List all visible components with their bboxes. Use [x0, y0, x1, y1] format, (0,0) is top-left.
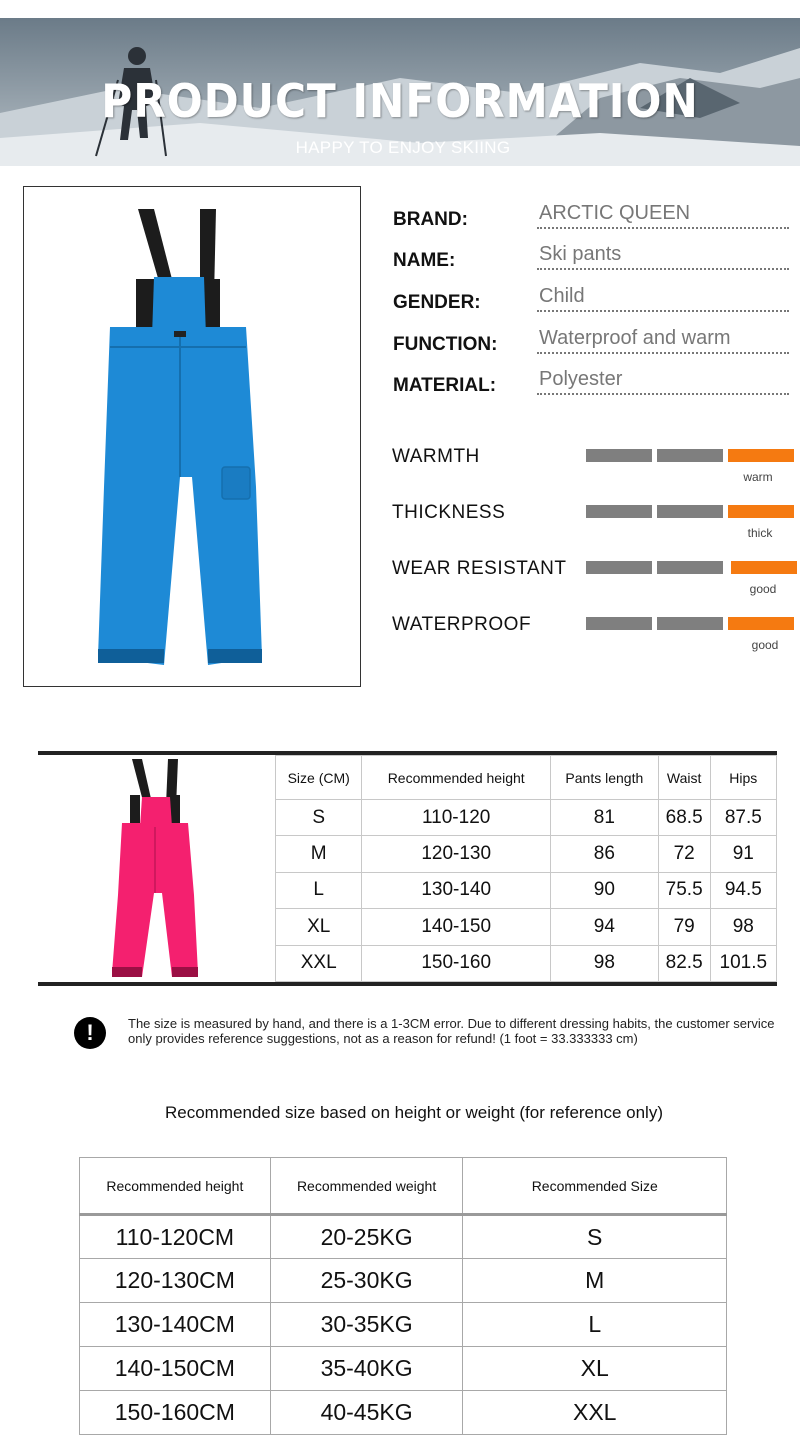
rating-segment-active	[728, 505, 794, 518]
table-row	[276, 945, 777, 981]
rating-caption: good	[749, 582, 777, 596]
rating-waterproof	[392, 614, 800, 664]
dotted-divider	[537, 227, 789, 229]
rating-segment	[657, 617, 723, 630]
size-grid	[275, 755, 777, 982]
cell-hips: 94.5	[710, 872, 776, 908]
header-size: Size (CM)	[276, 756, 362, 800]
table-row	[80, 1215, 727, 1259]
table-row	[80, 1303, 727, 1347]
rating-segment	[586, 505, 652, 518]
cell-weight: 40-45KG	[270, 1391, 463, 1435]
spec-function	[393, 326, 793, 356]
spec-gender	[393, 284, 793, 314]
cell-height: 140-150	[362, 909, 551, 945]
cell-hips: 101.5	[710, 945, 776, 981]
dotted-divider	[537, 310, 789, 312]
dotted-divider	[537, 268, 789, 270]
spec-label: NAME:	[393, 250, 456, 271]
cell-height: 150-160CM	[80, 1391, 271, 1435]
cell-size: XL	[276, 909, 362, 945]
spec-brand	[393, 201, 793, 231]
spec-label: GENDER:	[393, 292, 481, 313]
banner	[0, 18, 800, 166]
cell-height: 120-130CM	[80, 1259, 271, 1303]
cell-weight: 35-40KG	[270, 1347, 463, 1391]
measurement-note: The size is measured by hand, and there is a 1-3CM error. Due to different dressing habits, the customer service only provides reference suggestions, not as a reason for refund! (1 foot = 33.333333 cm)	[128, 1016, 775, 1046]
rating-segment	[586, 617, 652, 630]
cell-height: 110-120	[362, 800, 551, 836]
rating-segment-active	[728, 617, 794, 630]
header-hips: Hips	[710, 756, 776, 800]
cell-size: M	[463, 1259, 727, 1303]
rating-caption: good	[751, 638, 779, 652]
cell-height: 130-140	[362, 872, 551, 908]
rating-caption: thick	[747, 526, 773, 540]
cell-size: M	[276, 836, 362, 872]
cell-waist: 79	[658, 909, 710, 945]
rating-thickness	[392, 502, 800, 552]
rating-label: WEAR RESISTANT	[392, 558, 567, 579]
cell-hips: 87.5	[710, 800, 776, 836]
blue-ski-pants-image	[24, 187, 362, 688]
cell-size: L	[463, 1303, 727, 1347]
cell-height: 120-130	[362, 836, 551, 872]
header-recommended-weight: Recommended weight	[270, 1158, 463, 1215]
cell-height: 150-160	[362, 945, 551, 981]
spec-value: ARCTIC QUEEN	[539, 202, 691, 224]
cell-waist: 72	[658, 836, 710, 872]
rating-warmth	[392, 446, 800, 496]
rating-label: THICKNESS	[392, 502, 506, 523]
cell-size: S	[276, 800, 362, 836]
cell-hips: 98	[710, 909, 776, 945]
rating-segment	[586, 449, 652, 462]
rating-segment	[657, 561, 723, 574]
rating-caption: warm	[743, 470, 773, 484]
table-row	[80, 1347, 727, 1391]
table-row	[276, 909, 777, 945]
rating-segment	[657, 449, 723, 462]
spec-value: Child	[539, 285, 585, 307]
cell-weight: 20-25KG	[270, 1215, 463, 1259]
spec-value: Ski pants	[539, 243, 622, 265]
rating-segment	[657, 505, 723, 518]
recommendation-table	[79, 1157, 727, 1435]
pink-ski-pants-image	[38, 755, 275, 982]
cell-waist: 82.5	[658, 945, 710, 981]
spec-value: Waterproof and warm	[539, 327, 731, 349]
table-row	[276, 872, 777, 908]
spec-value: Polyester	[539, 368, 623, 390]
table-row	[276, 800, 777, 836]
cell-length: 94	[550, 909, 658, 945]
table-row	[276, 836, 777, 872]
cell-hips: 91	[710, 836, 776, 872]
header-recommended-height: Recommended height	[80, 1158, 271, 1215]
recommendation-header-row	[80, 1158, 727, 1215]
cell-height: 130-140CM	[80, 1303, 271, 1347]
rating-label: WATERPROOF	[392, 614, 532, 635]
cell-length: 86	[550, 836, 658, 872]
cell-size: XXL	[276, 945, 362, 981]
dotted-divider	[537, 393, 789, 395]
dotted-divider	[537, 352, 789, 354]
table-row	[80, 1259, 727, 1303]
recommendation-heading: Recommended size based on height or weight (for reference only)	[165, 1103, 663, 1122]
cell-weight: 30-35KG	[270, 1303, 463, 1347]
table-row	[80, 1391, 727, 1435]
cell-length: 90	[550, 872, 658, 908]
cell-height: 110-120CM	[80, 1215, 271, 1259]
spec-label: BRAND:	[393, 209, 468, 230]
rating-segment-active	[728, 449, 794, 462]
cell-size: S	[463, 1215, 727, 1259]
cell-length: 98	[550, 945, 658, 981]
cell-size: L	[276, 872, 362, 908]
rating-segment-active	[731, 561, 797, 574]
cell-length: 81	[550, 800, 658, 836]
product-image-frame	[23, 186, 361, 687]
cell-size: XL	[463, 1347, 727, 1391]
spec-label: FUNCTION:	[393, 334, 498, 355]
spec-label: MATERIAL:	[393, 375, 497, 396]
banner-title: PRODUCT INFORMATION	[101, 74, 699, 128]
header-recommended-size: Recommended Size	[463, 1158, 727, 1215]
rating-label: WARMTH	[392, 446, 480, 467]
header-waist: Waist	[658, 756, 710, 800]
size-header-row	[276, 756, 777, 800]
spec-name	[393, 242, 793, 272]
rating-segment	[586, 561, 652, 574]
cell-weight: 25-30KG	[270, 1259, 463, 1303]
header-length: Pants length	[550, 756, 658, 800]
exclamation-icon: !	[74, 1017, 106, 1049]
spec-material	[393, 367, 793, 397]
cell-height: 140-150CM	[80, 1347, 271, 1391]
cell-waist: 75.5	[658, 872, 710, 908]
banner-subtitle: HAPPY TO ENJOY SKIING	[295, 138, 511, 157]
header-height: Recommended height	[362, 756, 551, 800]
size-chart	[38, 751, 777, 986]
cell-waist: 68.5	[658, 800, 710, 836]
cell-size: XXL	[463, 1391, 727, 1435]
rating-wear-resistant	[392, 558, 800, 608]
